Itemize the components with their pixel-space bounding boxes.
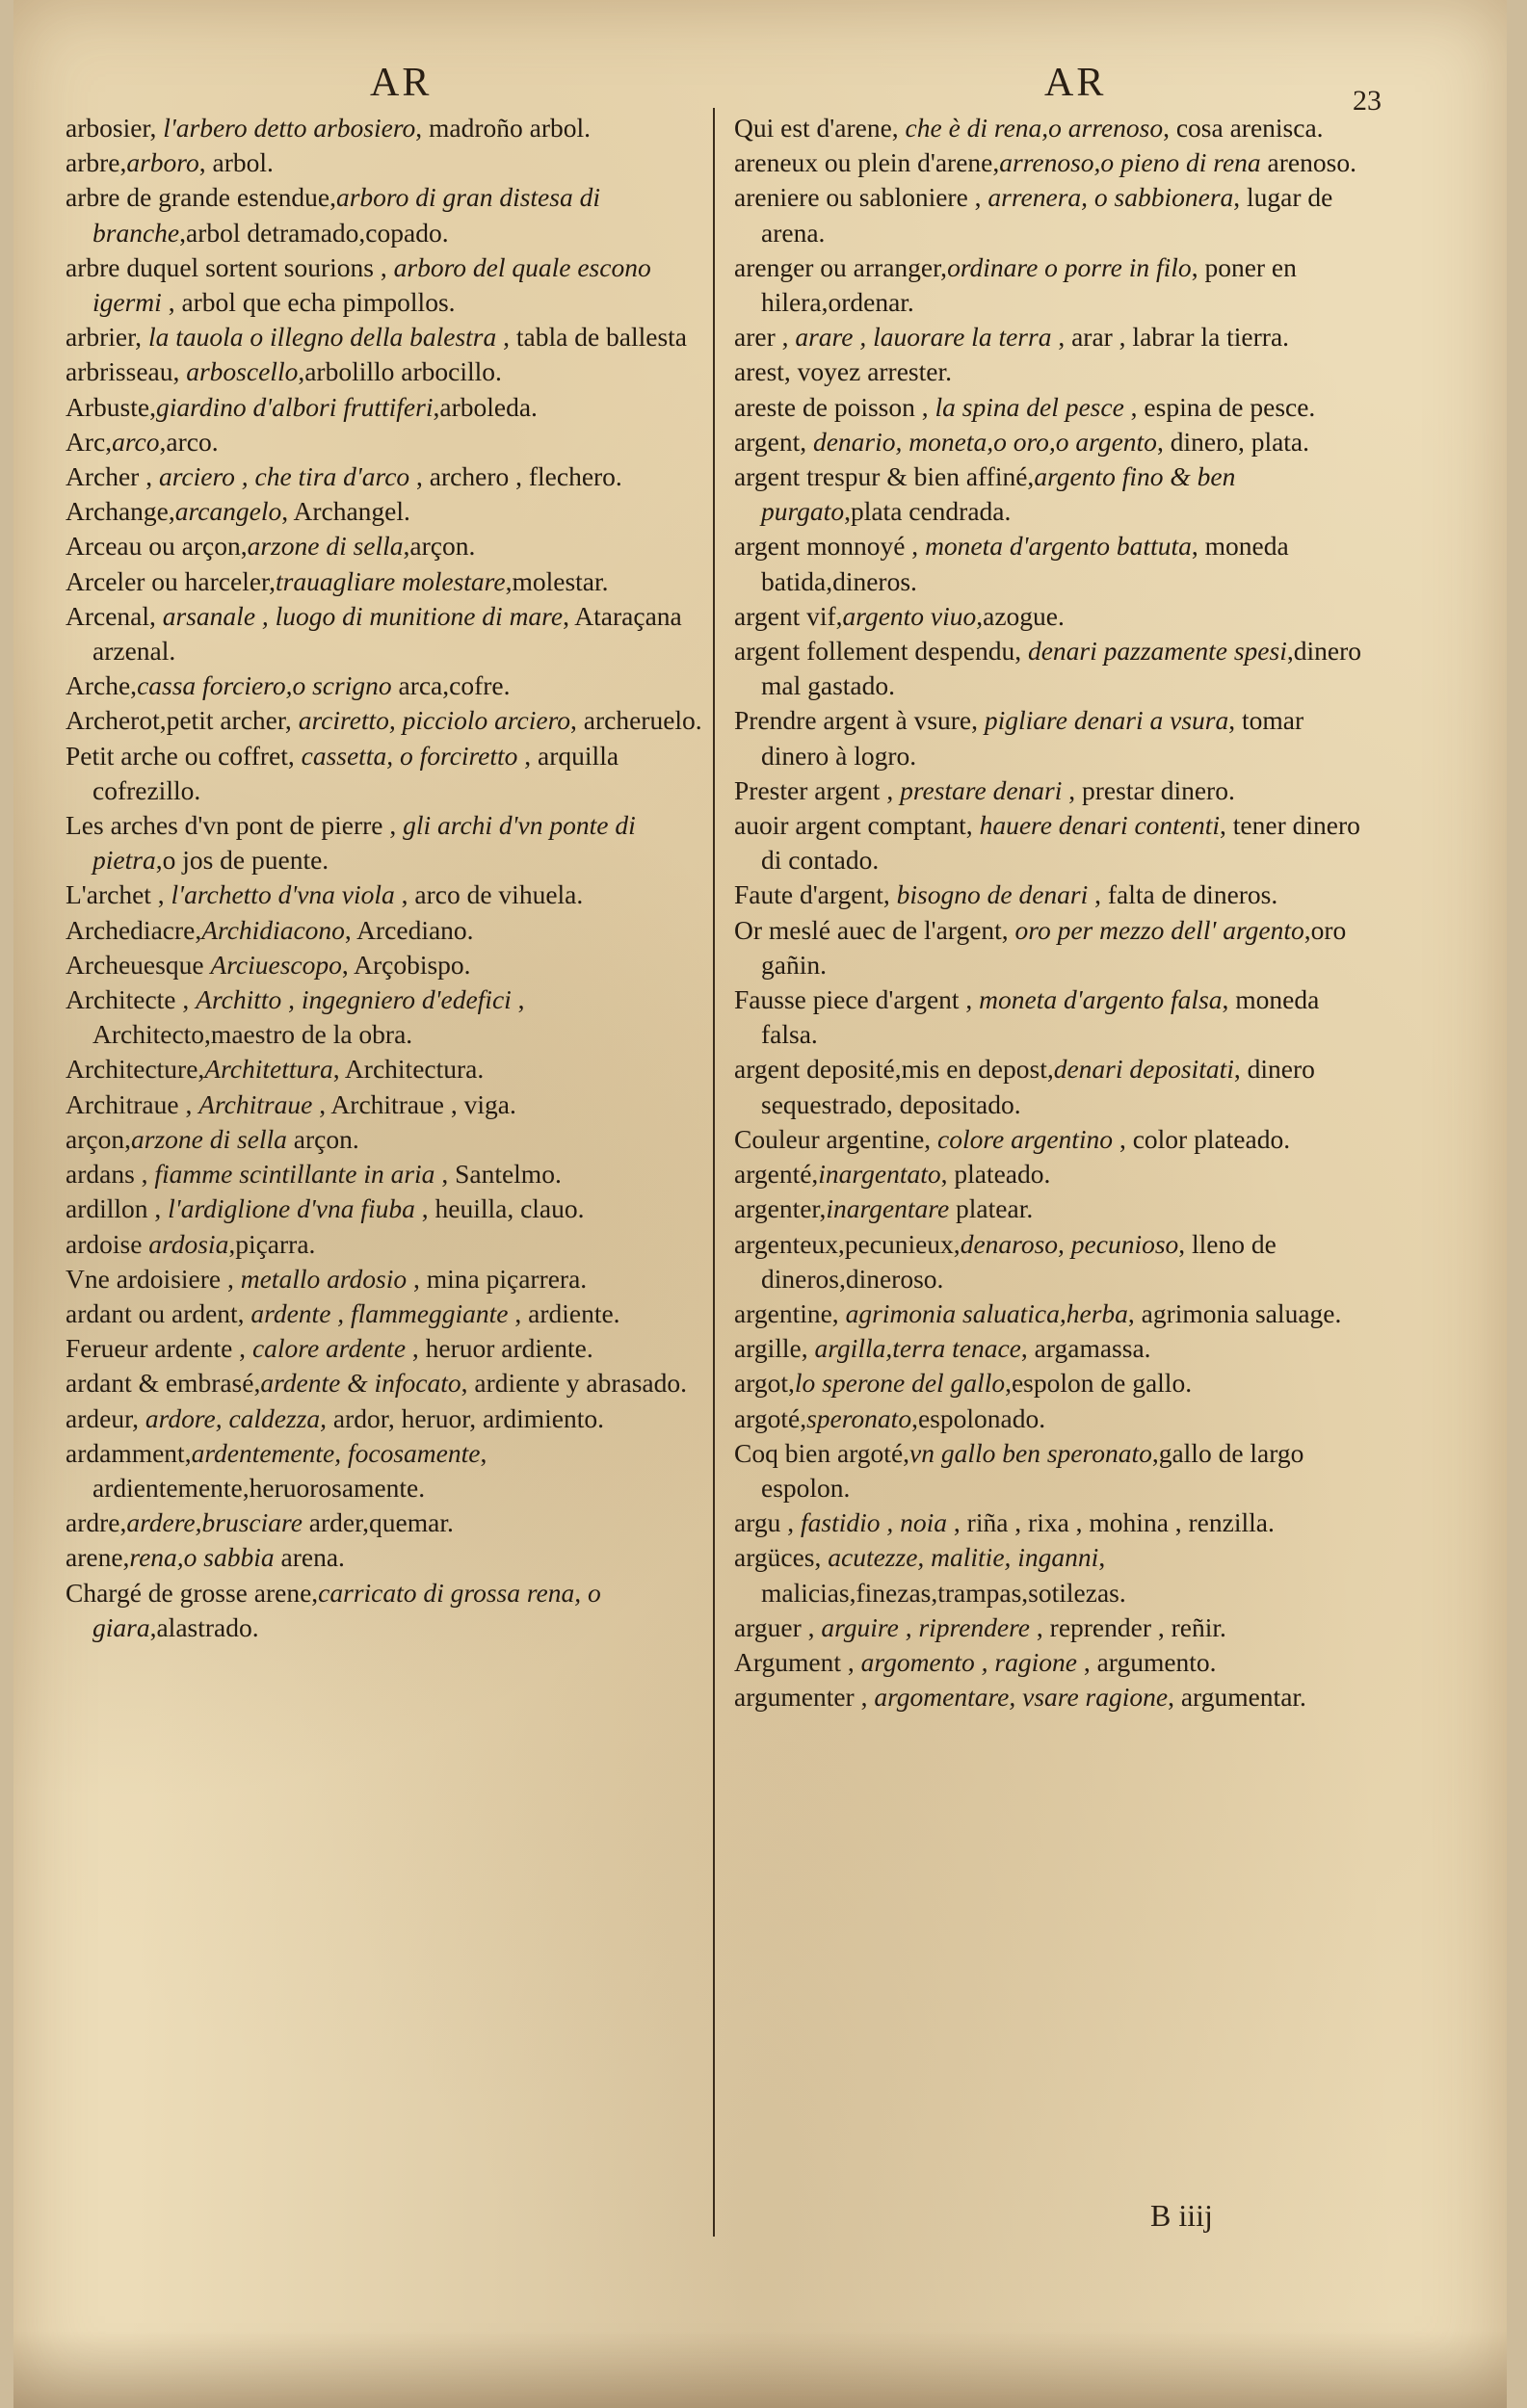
italian-gloss: moneta d'argento battuta: [925, 531, 1192, 562]
dictionary-entry: [66, 390, 709, 425]
french-headword: areniere ou sabloniere ,: [734, 182, 988, 213]
italian-gloss: arguire , riprendere: [821, 1611, 1031, 1642]
french-headword: Prendre argent à vsure,: [734, 705, 985, 736]
running-head-right: AR: [1044, 61, 1107, 105]
spanish-gloss: , agrimonia saluage.: [1127, 1297, 1342, 1328]
italian-gloss: fastidio , noia: [801, 1507, 948, 1538]
italian-gloss: Arciuescopo: [210, 949, 342, 980]
spanish-gloss: , tomar dinero à logro.: [761, 705, 1304, 771]
dictionary-entry: [734, 320, 1375, 354]
dictionary-entry: [734, 425, 1375, 459]
spanish-gloss: , moneda falsa.: [761, 984, 1320, 1050]
italian-gloss: prestare denari: [900, 774, 1063, 805]
dictionary-entry: [734, 808, 1375, 877]
spanish-gloss: , reprender , reñir.: [1030, 1611, 1226, 1642]
dictionary-entry: [66, 494, 709, 529]
italian-gloss: argento fino & ben purgato: [761, 461, 1236, 527]
french-headword: argenter,: [734, 1193, 827, 1224]
french-headword: Or meslé auec de l'argent,: [734, 914, 1015, 945]
dictionary-entry: [734, 599, 1375, 634]
french-headword: Vne ardoisiere ,: [66, 1263, 241, 1294]
dictionary-entry: [734, 1052, 1375, 1121]
italian-gloss: Architto , ingegniero d'edefici: [196, 984, 512, 1015]
italian-gloss: bisogno de denari: [896, 879, 1089, 910]
french-headword: Qui est d'arene,: [734, 113, 906, 143]
italian-gloss: arzone di sella: [247, 531, 404, 562]
italian-gloss: fiamme scintillante in aria: [154, 1159, 435, 1190]
dictionary-entry: [66, 948, 709, 982]
italian-gloss: arboro: [126, 147, 199, 178]
dictionary-entry: [66, 808, 709, 877]
italian-gloss: hauere denari contenti: [979, 810, 1221, 841]
italian-gloss: la spina del pesce: [935, 391, 1124, 422]
dictionary-entry: [66, 599, 709, 668]
italian-gloss: l'archetto d'vna viola: [171, 879, 395, 910]
spanish-gloss: ,arbolillo arbocillo.: [298, 356, 502, 387]
italian-gloss: ordinare o porre in filo: [947, 251, 1192, 282]
spanish-gloss: ,arboleda.: [433, 391, 538, 422]
italian-gloss: arare , lauorare la terra: [795, 322, 1052, 353]
italian-gloss: speronato: [806, 1402, 912, 1433]
spanish-gloss: , archeruelo.: [570, 705, 702, 736]
dictionary-entry: [734, 1645, 1375, 1680]
french-headword: ardeur,: [66, 1402, 145, 1433]
spanish-gloss: , Architectura.: [332, 1054, 485, 1085]
italian-gloss: cassa forciero,o scrigno: [137, 670, 392, 701]
italian-gloss: acutezze, malitie, inganni: [828, 1542, 1099, 1573]
french-headword: Archange,: [66, 496, 175, 527]
italian-gloss: ardore, caldezza,: [145, 1402, 328, 1433]
dictionary-entry: [66, 180, 709, 249]
italian-gloss: ardosia: [148, 1228, 229, 1259]
french-headword: Architraue ,: [66, 1088, 199, 1119]
french-headword: Prester argent ,: [734, 774, 901, 805]
french-headword: Argument ,: [734, 1646, 861, 1677]
dictionary-entry: [734, 1366, 1375, 1400]
italian-gloss: la tauola o illegno della balestra: [147, 322, 497, 353]
spanish-gloss: , argumento.: [1076, 1646, 1217, 1677]
italian-gloss: ardere,brusciare: [126, 1507, 303, 1538]
italian-gloss: metallo ardosio: [240, 1263, 408, 1294]
spanish-gloss: ,molestar.: [505, 565, 609, 596]
french-headword: argent deposité,mis en depost,: [734, 1054, 1054, 1085]
spanish-gloss: , Arcediano.: [344, 914, 474, 945]
spanish-gloss: , plateado.: [940, 1159, 1051, 1190]
dictionary-entry: [66, 425, 709, 459]
french-headword: auoir argent comptant,: [734, 810, 980, 841]
spanish-gloss: ,oro gañin.: [761, 914, 1347, 980]
dictionary-entry: [66, 1505, 709, 1540]
spanish-gloss: , arbol que echa pimpollos.: [161, 287, 456, 318]
italian-gloss: arciretto, picciolo arciero: [298, 705, 571, 736]
dictionary-entry: [734, 1540, 1375, 1610]
italian-gloss: vn gallo ben speronato: [909, 1437, 1152, 1468]
spanish-gloss: , dinero sequestrado, depositado.: [761, 1054, 1315, 1119]
french-headword: arçon,: [66, 1123, 131, 1154]
italian-gloss: gli archi d'vn ponte di pietra: [92, 810, 636, 876]
dictionary-entry: [66, 982, 709, 1052]
spanish-gloss: ,alastrado.: [149, 1611, 259, 1642]
italian-gloss: argilla,terra tenace: [814, 1333, 1021, 1364]
dictionary-entry: [66, 703, 709, 738]
french-headword: arbrisseau,: [66, 356, 187, 387]
dictionary-entry: [66, 529, 709, 563]
italian-gloss: ardente & infocato: [260, 1368, 461, 1399]
french-headword: Couleur argentine,: [734, 1123, 938, 1154]
french-headword: Les arches d'vn pont de pierre ,: [66, 810, 404, 841]
spanish-gloss: , ardientemente,heruorosamente.: [92, 1437, 487, 1503]
spanish-gloss: , espina de pesce.: [1123, 391, 1316, 422]
spanish-gloss: , color plateado.: [1113, 1123, 1291, 1154]
spanish-gloss: ,dinero mal gastado.: [761, 636, 1361, 701]
italian-gloss: arrenera, o sabbionera: [987, 182, 1234, 213]
dictionary-entry: [734, 1610, 1375, 1645]
italian-gloss: giardino d'albori fruttiferi: [155, 391, 434, 422]
italian-gloss: l'ardiglione d'vna fiuba: [168, 1193, 415, 1224]
italian-gloss: argomento , ragione: [860, 1646, 1077, 1677]
dictionary-entry: [734, 250, 1375, 320]
right-column: [734, 111, 1375, 1714]
spanish-gloss: ,arçon.: [403, 531, 476, 562]
dictionary-entry: [734, 1331, 1375, 1366]
signature-mark: B iiij: [1150, 2198, 1213, 2233]
italian-gloss: arco: [112, 426, 160, 457]
french-headword: Coq bien argoté,: [734, 1437, 910, 1468]
spanish-gloss: ,plata cendrada.: [844, 496, 1012, 527]
spanish-gloss: , Ataraçana arzenal.: [92, 600, 682, 667]
dictionary-entry: [734, 390, 1375, 425]
spanish-gloss: arena.: [274, 1542, 345, 1573]
spanish-gloss: ,arbol detramado,copado.: [179, 217, 449, 248]
french-headword: arbrier,: [66, 322, 148, 353]
french-headword: argot,: [734, 1368, 795, 1399]
italian-gloss: oro per mezzo dell' argento: [1014, 914, 1304, 945]
spanish-gloss: , heruor ardiente.: [406, 1333, 593, 1364]
page-number: 23: [1353, 85, 1382, 117]
running-head-left: AR: [370, 61, 433, 105]
italian-gloss: argomentare, vsare ragione: [874, 1682, 1169, 1713]
spanish-gloss: , mina piçarrera.: [407, 1263, 588, 1294]
french-headword: argent follement despendu,: [734, 636, 1028, 667]
dictionary-entry: [66, 1401, 709, 1436]
italian-gloss: Archidiacono: [201, 914, 345, 945]
dictionary-entry: [734, 1122, 1375, 1157]
italian-gloss: cassetta, o forciretto: [301, 740, 518, 771]
italian-gloss: arzone di sella: [130, 1123, 287, 1154]
column-divider: [713, 108, 715, 2237]
dictionary-entry: [66, 354, 709, 389]
french-headword: argenté,: [734, 1159, 819, 1190]
dictionary-entry: [66, 111, 709, 145]
italian-gloss: arrenoso,o pieno di rena: [999, 147, 1261, 178]
spanish-gloss: , Architraue , viga.: [312, 1088, 516, 1119]
dictionary-entry: [734, 1296, 1375, 1331]
spanish-gloss: , Arçobispo.: [341, 949, 471, 980]
dictionary-entry: [734, 1227, 1375, 1296]
spanish-gloss: , tener dinero di contado.: [761, 810, 1360, 876]
french-headword: Chargé de grosse arene,: [66, 1577, 319, 1608]
spanish-gloss: , ardiente y abrasado.: [461, 1368, 688, 1399]
spanish-gloss: ardor, heruor, ardimiento.: [327, 1402, 605, 1433]
dictionary-entry: [66, 913, 709, 948]
dictionary-entry: [734, 1505, 1375, 1540]
spanish-gloss: , prestar dinero.: [1062, 774, 1235, 805]
french-headword: argent,: [734, 426, 813, 457]
french-headword: ardant & embrasé,: [66, 1368, 261, 1399]
spanish-gloss: ,gallo de largo espolon.: [761, 1437, 1304, 1503]
french-headword: arenger ou arranger,: [734, 251, 948, 282]
spanish-gloss: , poner en hilera,ordenar.: [761, 251, 1297, 318]
spanish-gloss: , moneda batida,dineros.: [761, 531, 1289, 596]
italian-gloss: arboro del quale escono igermi: [92, 251, 651, 318]
dictionary-entry: [66, 1436, 709, 1505]
page-edge-shadow: [13, 2331, 1507, 2408]
dictionary-entry: [734, 1680, 1375, 1714]
italian-gloss: arcangelo: [174, 496, 282, 527]
dictionary-entry: [66, 1540, 709, 1575]
left-column: [66, 111, 709, 1645]
spanish-gloss: , Santelmo.: [434, 1159, 562, 1190]
french-headword: argent monnoyé ,: [734, 531, 926, 562]
french-headword: Archediacre,: [66, 914, 202, 945]
dictionary-entry: [734, 703, 1375, 772]
spanish-gloss: , dinero, plata.: [1156, 426, 1310, 457]
italian-gloss: lo sperone del gallo: [794, 1368, 1006, 1399]
dictionary-entry: [66, 1087, 709, 1122]
spanish-gloss: , Archangel.: [281, 496, 410, 527]
french-headword: Faute d'argent,: [734, 879, 897, 910]
french-headword: Architecture,: [66, 1054, 205, 1085]
dictionary-entry: [66, 1191, 709, 1226]
dictionary-entry: [734, 354, 1375, 389]
dictionary-entry: [66, 1296, 709, 1331]
spanish-gloss: , argumentar.: [1168, 1682, 1306, 1713]
dictionary-entry: [66, 1331, 709, 1366]
dictionary-entry: [734, 634, 1375, 703]
spanish-gloss: ,espolon de gallo.: [1005, 1368, 1193, 1399]
french-headword: ardre,: [66, 1507, 127, 1538]
french-headword: Archer ,: [66, 461, 159, 492]
spanish-gloss: , arco de vihuela.: [394, 879, 584, 910]
spanish-gloss: , arbol.: [198, 147, 274, 178]
french-headword: Architecte ,: [66, 984, 197, 1015]
french-headword: Archeuesque: [66, 949, 211, 980]
spanish-gloss: , archero , flechero.: [409, 461, 622, 492]
italian-gloss: che è di rena,o arrenoso: [905, 113, 1164, 143]
dictionary-entry: [734, 982, 1375, 1052]
french-headword: ardans ,: [66, 1159, 155, 1190]
french-headword: arbre de grande estendue,: [66, 182, 336, 213]
dictionary-entry: [66, 1227, 709, 1262]
french-headword: argentine,: [734, 1297, 846, 1328]
spanish-gloss: , falta de dineros.: [1088, 879, 1278, 910]
italian-gloss: calore ardente: [251, 1333, 407, 1364]
italian-gloss: arboscello: [186, 356, 299, 387]
dictionary-entry: [66, 250, 709, 320]
dictionary-entry: [66, 1576, 709, 1645]
french-headword: Arche,: [66, 670, 138, 701]
spanish-gloss: ,espolonado.: [911, 1402, 1046, 1433]
italian-gloss: Architettura: [204, 1054, 333, 1085]
italian-gloss: arciero , che tira d'arco: [158, 461, 410, 492]
french-headword: L'archet ,: [66, 879, 171, 910]
italian-gloss: Architraue: [198, 1088, 313, 1119]
french-headword: areste de poisson ,: [734, 391, 935, 422]
dictionary-entry: [66, 1366, 709, 1400]
italian-gloss: rena,o sabbia: [129, 1542, 275, 1573]
spanish-gloss: arca,cofre.: [391, 670, 511, 701]
dictionary-entry: [66, 739, 709, 808]
french-headword: arbre duquel sortent sourions ,: [66, 251, 394, 282]
french-headword: argille,: [734, 1333, 815, 1364]
dictionary-entry: [66, 1052, 709, 1086]
spanish-gloss: arder,quemar.: [302, 1507, 454, 1538]
spanish-gloss: , Architecto,maestro de la obra.: [92, 984, 525, 1050]
french-headword: Fausse piece d'argent ,: [734, 984, 980, 1015]
spanish-gloss: , heuilla, clauo.: [414, 1193, 585, 1224]
italian-gloss: denari depositati: [1053, 1054, 1234, 1085]
french-headword: argent vif,: [734, 600, 843, 631]
dictionary-entry: [66, 459, 709, 494]
italian-gloss: carricato di grossa rena, o giara: [92, 1577, 601, 1642]
spanish-gloss: , lleno de dineros,dineroso.: [761, 1228, 1277, 1294]
french-headword: arbosier,: [66, 113, 164, 143]
spanish-gloss: ,azogue.: [976, 600, 1065, 631]
french-headword: arguer ,: [734, 1611, 822, 1642]
dictionary-entry: [66, 145, 709, 180]
french-headword: Arcenal,: [66, 600, 163, 631]
italian-gloss: arboro di gran distesa di branche: [92, 182, 600, 248]
french-headword: argüces,: [734, 1542, 829, 1573]
spanish-gloss: platear.: [949, 1193, 1034, 1224]
italian-gloss: arsanale , luogo di munitione di mare: [162, 600, 564, 631]
spanish-gloss: , argamassa.: [1020, 1333, 1151, 1364]
italian-gloss: denaroso, pecunioso: [960, 1228, 1179, 1259]
french-headword: argenteux,pecunieux,: [734, 1228, 961, 1259]
french-headword: Ferueur ardente ,: [66, 1333, 252, 1364]
french-headword: arer ,: [734, 322, 796, 353]
dictionary-entry: [66, 1262, 709, 1296]
french-headword: arest, voyez arrester.: [734, 356, 952, 387]
french-headword: arene,: [66, 1542, 130, 1573]
spanish-gloss: , madroño arbol.: [415, 113, 592, 143]
french-headword: Petit arche ou coffret,: [66, 740, 302, 771]
dictionary-entry: [734, 1401, 1375, 1436]
dictionary-entry: [66, 1122, 709, 1157]
italian-gloss: pigliare denari a vsura: [984, 705, 1229, 736]
french-headword: argoté,: [734, 1402, 807, 1433]
dictionary-entry: [734, 529, 1375, 598]
spanish-gloss: ,o jos de puente.: [155, 845, 329, 876]
french-headword: ardoise: [66, 1228, 149, 1259]
dictionary-entry: [66, 564, 709, 599]
french-headword: argumenter ,: [734, 1682, 875, 1713]
spanish-gloss: ,piçarra.: [228, 1228, 316, 1259]
spanish-gloss: arenoso.: [1260, 147, 1356, 178]
french-headword: Arbuste,: [66, 391, 156, 422]
dictionary-entry: [66, 668, 709, 703]
french-headword: arbre,: [66, 147, 127, 178]
dictionary-entry: [734, 111, 1375, 145]
spanish-gloss: , tabla de ballesta: [496, 322, 688, 353]
french-headword: areneux ou plein d'arene,: [734, 147, 1000, 178]
spanish-gloss: , cosa arenisca.: [1163, 113, 1324, 143]
french-headword: argent trespur & bien affiné,: [734, 461, 1035, 492]
dictionary-entry: [734, 773, 1375, 808]
dictionary-entry: [734, 145, 1375, 180]
dictionary-entry: [734, 180, 1375, 249]
dictionary-entry: [734, 913, 1375, 982]
dictionary-entry: [66, 1157, 709, 1191]
italian-gloss: argento viuo: [842, 600, 977, 631]
italian-gloss: inargentare: [826, 1193, 950, 1224]
french-headword: argu ,: [734, 1507, 801, 1538]
italian-gloss: ardente , flammeggiante: [250, 1297, 509, 1328]
dictionary-entry: [734, 459, 1375, 529]
italian-gloss: ardentemente, focosamente: [191, 1437, 481, 1468]
french-headword: Arc,: [66, 426, 113, 457]
spanish-gloss: , riña , rixa , mohina , renzilla.: [947, 1507, 1275, 1538]
dictionary-entry: [734, 877, 1375, 912]
spanish-gloss: ,arco.: [159, 426, 219, 457]
dictionary-entry: [66, 877, 709, 912]
dictionary-entry: [66, 320, 709, 354]
french-headword: Arceler ou harceler,: [66, 565, 276, 596]
italian-gloss: inargentato: [818, 1159, 941, 1190]
french-headword: Arceau ou arçon,: [66, 531, 248, 562]
italian-gloss: trauagliare molestare: [276, 565, 506, 596]
spanish-gloss: , ardiente.: [508, 1297, 620, 1328]
spanish-gloss: arçon.: [286, 1123, 359, 1154]
dictionary-entry: [734, 1157, 1375, 1191]
spanish-gloss: , arar , labrar la tierra.: [1051, 322, 1290, 353]
italian-gloss: denari pazzamente spesi: [1027, 636, 1287, 667]
spanish-gloss: , malicias,finezas,trampas,sotilezas.: [761, 1542, 1126, 1608]
dictionary-entry: [734, 1191, 1375, 1226]
italian-gloss: denario, moneta,o oro,o argento: [812, 426, 1157, 457]
spanish-gloss: , arquilla cofrezillo.: [92, 740, 619, 805]
french-headword: ardamment,: [66, 1437, 192, 1468]
italian-gloss: moneta d'argento falsa: [979, 984, 1223, 1015]
italian-gloss: agrimonia saluatica,herba: [845, 1297, 1128, 1328]
spanish-gloss: , lugar de arena.: [761, 182, 1333, 248]
dictionary-entry: [734, 1436, 1375, 1505]
french-headword: Archerot,petit archer,: [66, 705, 299, 736]
french-headword: ardant ou ardent,: [66, 1297, 251, 1328]
italian-gloss: l'arbero detto arbosiero: [163, 113, 416, 143]
dictionary-page: [13, 0, 1507, 2408]
italian-gloss: colore argentino: [937, 1123, 1114, 1154]
french-headword: ardillon ,: [66, 1193, 169, 1224]
